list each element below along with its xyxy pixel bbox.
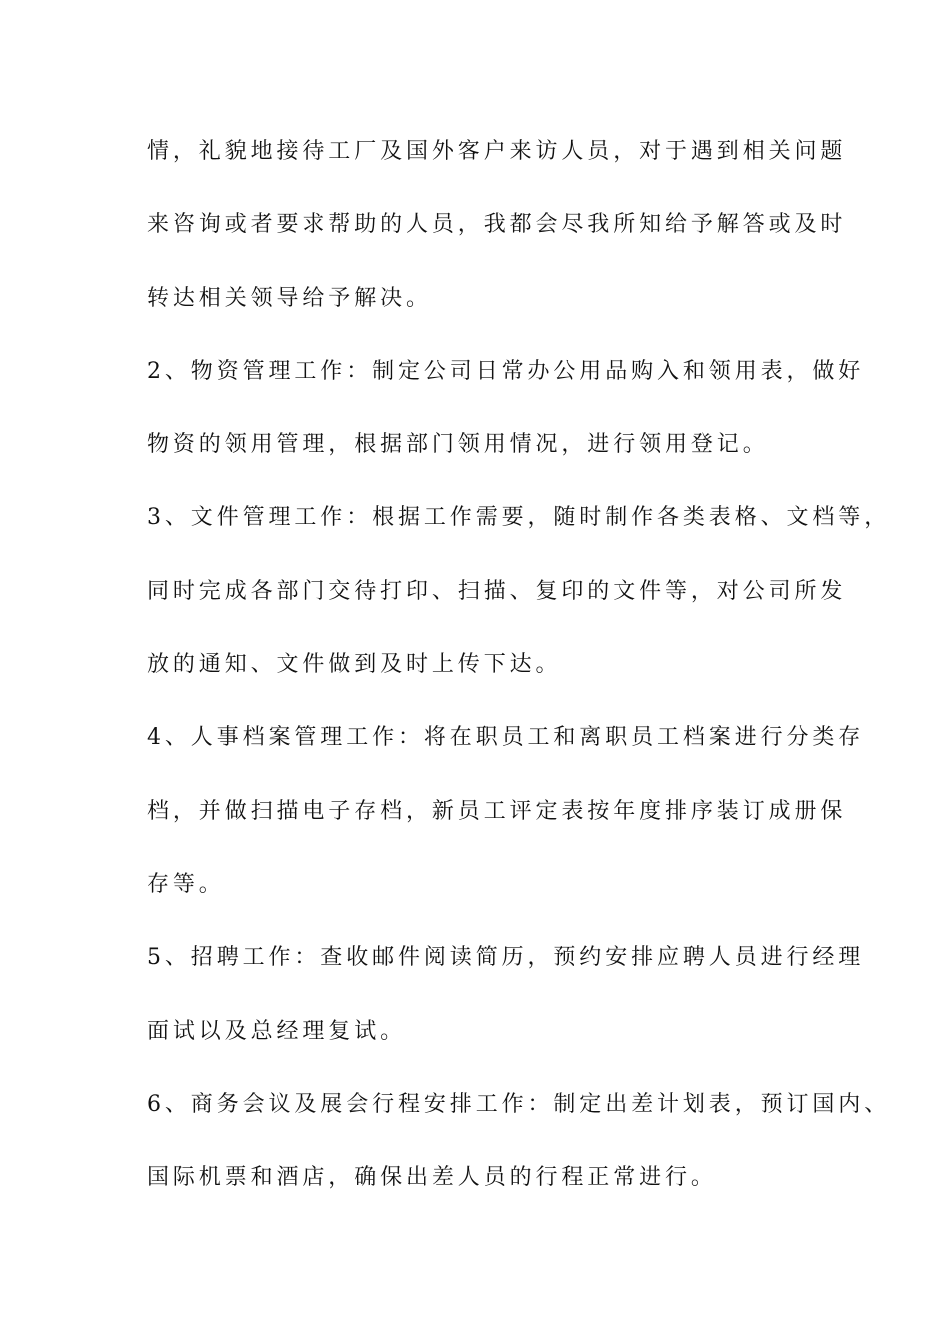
text-line: 存等。 [147, 871, 225, 897]
text-line: 物资的领用管理，根据部门领用情况，进行领用登记。 [147, 432, 769, 458]
text-line: 情，礼貌地接待工厂及国外客户来访人员，对于遇到相关问题 [147, 139, 847, 164]
text-line: 国际机票和酒店，确保出差人员的行程正常进行。 [147, 1165, 717, 1191]
document-body [147, 132, 891, 1231]
text-line: 转达相关领导给予解决。 [147, 285, 432, 311]
text-line: 3、文件管理工作：根据工作需要，随时制作各类表格、文档等， [147, 505, 891, 531]
text-line: 面试以及总经理复试。 [147, 1018, 407, 1044]
text-line: 放的通知、文件做到及时上传下达。 [147, 652, 562, 678]
text-line: 同时完成各部门交待打印、扫描、复印的文件等，对公司所发 [147, 578, 847, 604]
text-line: 档，并做扫描电子存档，新员工评定表按年度排序装订成册保 [147, 798, 847, 824]
text-line: 2、物资管理工作：制定公司日常办公用品购入和领用表，做好 [147, 358, 865, 384]
text-line: 5、招聘工作：查收邮件阅读简历，预约安排应聘人员进行经理 [147, 945, 865, 971]
text-line: 6、商务会议及展会行程安排工作：制定出差计划表，预订国内、 [147, 1091, 891, 1117]
text-line: 来咨询或者要求帮助的人员，我都会尽我所知给予解答或及时 [147, 212, 847, 238]
text-line: 4、人事档案管理工作：将在职员工和离职员工档案进行分类存 [147, 725, 865, 751]
